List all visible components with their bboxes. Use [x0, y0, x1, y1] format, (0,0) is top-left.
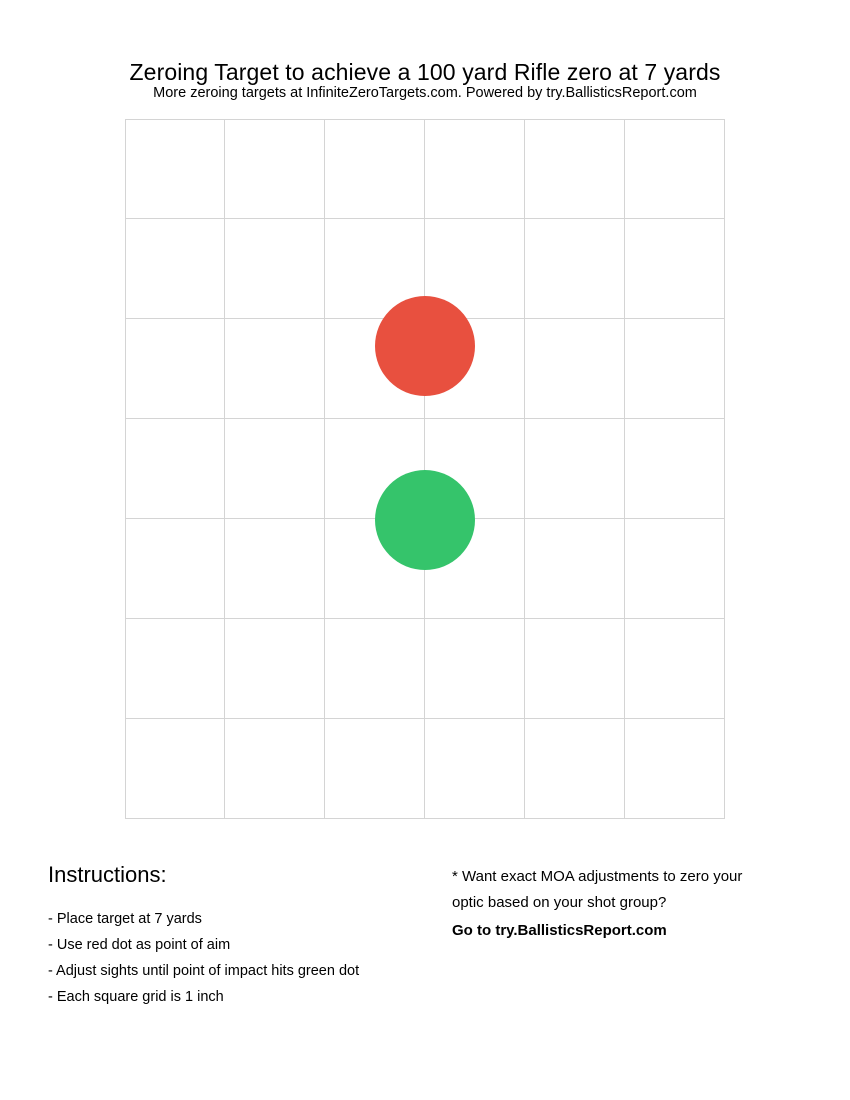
grid-cell [125, 419, 225, 519]
note-line-1: * Want exact MOA adjustments to zero your [452, 868, 743, 885]
note-cta-link[interactable]: Go to try.BallisticsReport.com [452, 922, 667, 939]
grid-cell [125, 519, 225, 619]
instructions-list [48, 906, 428, 1010]
grid-cell [225, 619, 325, 719]
grid-cell [625, 619, 725, 719]
grid-cell [225, 219, 325, 319]
grid-cell [525, 619, 625, 719]
grid-cell [625, 719, 725, 819]
grid-cell [525, 419, 625, 519]
grid-cell [525, 719, 625, 819]
grid-cell [325, 719, 425, 819]
point-of-impact-dot [375, 470, 475, 570]
grid-cell [425, 619, 525, 719]
grid-cell [525, 219, 625, 319]
grid-cell [625, 219, 725, 319]
point-of-aim-dot [375, 296, 475, 396]
grid-cell [525, 519, 625, 619]
grid-cell [625, 119, 725, 219]
grid-cell [325, 119, 425, 219]
zeroing-target [125, 119, 725, 819]
grid-cell [225, 719, 325, 819]
grid-cell [425, 119, 525, 219]
list-item: - Adjust sights until point of impact hits green dot [48, 963, 360, 979]
target-grid [125, 119, 725, 819]
list-item: - Place target at 7 yards [48, 911, 202, 927]
grid-cell [125, 619, 225, 719]
grid-cell [125, 719, 225, 819]
grid-cell [625, 319, 725, 419]
grid-cell [425, 719, 525, 819]
page-subtitle: More zeroing targets at InfiniteZeroTargets.com. Powered by try.BallisticsReport.com [153, 85, 697, 101]
grid-cell [525, 119, 625, 219]
page-title: Zeroing Target to achieve a 100 yard Rifle zero at 7 yards [129, 59, 721, 86]
instructions-section [48, 862, 428, 1010]
grid-cell [625, 419, 725, 519]
grid-cell [225, 419, 325, 519]
grid-cell [125, 119, 225, 219]
grid-cell [125, 219, 225, 319]
grid-cell [525, 319, 625, 419]
grid-cell [225, 519, 325, 619]
grid-cell [125, 319, 225, 419]
grid-cell [325, 619, 425, 719]
moa-note-section [452, 864, 782, 944]
instructions-heading: Instructions: [48, 862, 167, 887]
grid-cell [225, 319, 325, 419]
grid-cell [225, 119, 325, 219]
note-line-2: optic based on your shot group? [452, 894, 667, 911]
grid-cell [625, 519, 725, 619]
list-item: - Each square grid is 1 inch [48, 989, 224, 1005]
list-item: - Use red dot as point of aim [48, 937, 231, 953]
